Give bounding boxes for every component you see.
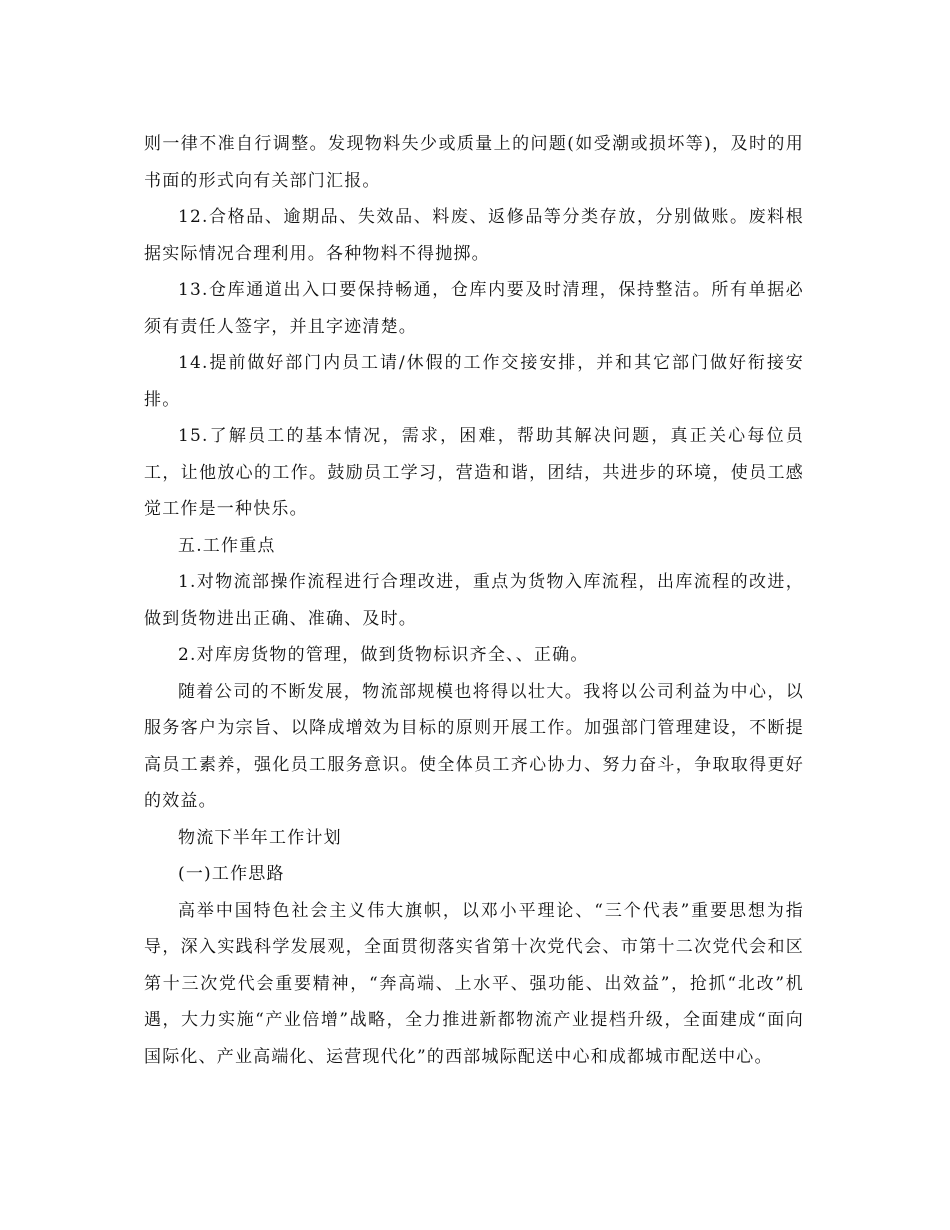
section-heading-work-approach: (一)工作思路 xyxy=(178,864,285,884)
section-heading-plan: 物流下半年工作计划 xyxy=(178,827,342,848)
paragraph-9: 随着公司的不断发展，物流部规模也将得以壮大。我将以公司利益为中心，以服务客户为宗旨、以降成增效为目标的原则开展工作。加强部门管理建设，不断提高员工素养，强化员工服务意识。使全体员工齐心协力、努力奋斗，争取取得更好的效益。 xyxy=(144,681,804,811)
paragraph-4: 14.提前做好部门内员工请/休假的工作交接安排，并和其它部门做好衔接安排。 xyxy=(144,353,804,410)
paragraph-1: 则一律不准自行调整。发现物料失少或质量上的问题(如受潮或损坏等)，及时的用书面的形式向有关部门汇报。 xyxy=(144,134,804,191)
paragraph-8: 2.对库房货物的管理，做到货物标识齐全、、正确。 xyxy=(178,645,589,665)
paragraph-12: 高举中国特色社会主义伟大旗帜，以邓小平理论、“三个代表”重要思想为指导，深入实践科学发展观，全面贯彻落实省第十次党代会、市第十二次党代会和区第十三次党代会重要精神，“奔高端、上水平、强功能、出效益”，抢抓“北改”机遇，大力实施“产业倍增”战略，全力推进新都物流产业提档升级，全面建成“面向国际化、产业高端化、运营现代化”的西部城际配送中心和成都城市配送中心。 xyxy=(144,900,804,1067)
paragraph-2: 12.合格品、逾期品、失效品、料废、返修品等分类存放，分别做账。废料根据实际情况合理利用。各种物料不得抛掷。 xyxy=(144,207,804,264)
section-heading-work-focus: 五.工作重点 xyxy=(178,535,276,556)
paragraph-5: 15.了解员工的基本情况，需求，困难，帮助其解决问题，真正关心每位员工，让他放心的工作。鼓励员工学习，营造和谐，团结，共进步的环境，使员工感觉工作是一种快乐。 xyxy=(144,426,804,519)
document-body xyxy=(144,126,804,1075)
paragraph-3: 13.仓库通道出入口要保持畅通，仓库内要及时清理，保持整洁。所有单据必须有责任人签字，并且字迹清楚。 xyxy=(144,280,804,337)
paragraph-7: 1.对物流部操作流程进行合理改进，重点为货物入库流程，出库流程的改进，做到货物进出正确、准确、及时。 xyxy=(144,572,804,629)
